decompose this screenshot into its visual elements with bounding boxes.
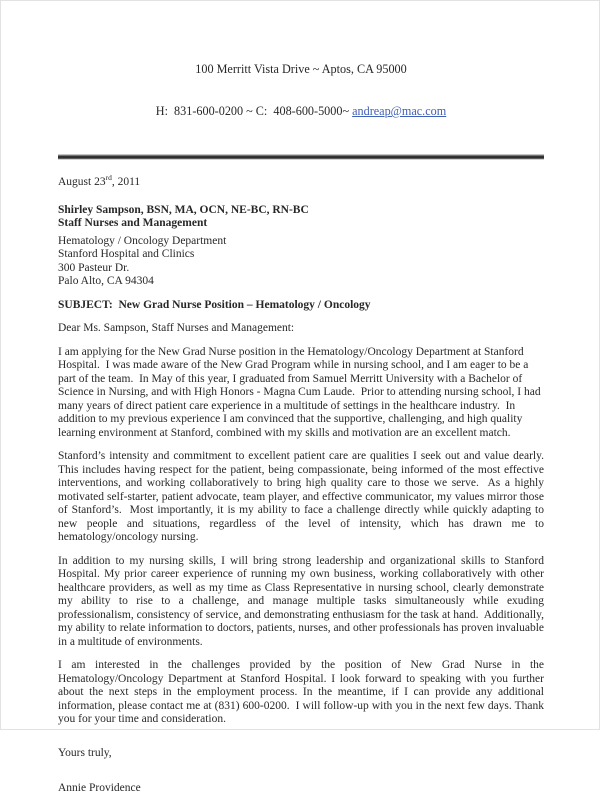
recipient-name: Shirley Sampson, BSN, MA, OCN, NE-BC, RN-BC <box>58 203 309 216</box>
closing: Yours truly, <box>58 746 112 759</box>
recipient-organization: Stanford Hospital and Clinics <box>58 248 195 260</box>
body-paragraph: In addition to my nursing skills, I will bring strong leadership and organizational skills to Stanford Hospital. My prior career experience of running my own business, working collaboratively with other healthcare providers, as well as my time as Class Representative in nursing school, clearly demonstrate my ability to rise to a challenge, and manage multiple tasks simultaneously while exuding professionalism, consistency of service, and demonstrating enthusiasm for the task at hand. Additionally, my ability to relate information to doctors, patients, nurses, and other professionals has proven invaluable in a multitude of environments. <box>58 554 547 648</box>
letterhead-contact <box>58 104 544 118</box>
recipient-street: 300 Pasteur Dr. <box>58 261 130 274</box>
recipient-city: Palo Alto, CA 94304 <box>58 275 154 287</box>
signature-name: Annie Providence <box>58 782 141 794</box>
recipient-title: Staff Nurses and Management <box>58 217 208 229</box>
letterhead-address: 100 Merritt Vista Drive ~ Aptos, CA 95000 <box>195 62 407 76</box>
body-paragraph: Stanford’s intensity and commitment to excellent patient care are qualities I seek out and value dearly. This includes having respect for the patient, being compassionate, being informed of the most effective interventions, and working collaboratively to bring high quality care to those we serve. As a highly motivated self-starter, patient advocate, team player, and effective communicator, my values mirror those of Stanford’s. Most importantly, it is my ability to face a challenge directly while quickly adapting to new people and situations, regardless of the level of intensity, which has drawn me to hematology/oncology nursing. <box>58 450 550 543</box>
email-link[interactable]: andreap@mac.com <box>352 104 447 118</box>
recipient-department: Hematology / Oncology Department <box>58 234 227 247</box>
recipient-block <box>58 204 544 289</box>
recipient-address <box>58 235 544 289</box>
date-ordinal: rd <box>105 173 112 183</box>
body-paragraph: I am interested in the challenges provided by the position of New Grad Nurse in the Hematology/Oncology Department at Stanford Hospital. I look forward to speaking with you further about the next steps in the employment process. In the meantime, if I can provide any additional information, please contact me at (831) 600-0200. I will follow-up with you in the next few days. Thank you for your time and consideration. <box>58 659 547 725</box>
body-paragraph: I am applying for the New Grad Nurse position in the Hematology/Oncology Department at Stanford Hospital. I was made aware of the New Grad Program while in nursing school, and I am eager to be a part of the team. In May of this year, I graduated from Samuel Merritt University with a Bachelor of Science in Nursing, and with High Honors - Magna Cum Laude. Prior to attending nursing school, I had many years of direct patient care experience in a multitude of settings in the healthcare industry. In addition to my previous experience I am convinced that the supportive, challenging, and high quality learning environment at Stanford, combined with my skills and motivation are an excellent match. <box>58 345 544 439</box>
date-line <box>58 173 544 190</box>
subject-line: SUBJECT: New Grad Nurse Position – Hematology / Oncology <box>58 298 371 311</box>
date-suffix: , 2011 <box>111 176 141 188</box>
salutation: Dear Ms. Sampson, Staff Nurses and Management: <box>58 322 295 334</box>
header-divider <box>58 154 544 160</box>
letterhead <box>58 34 544 146</box>
letterhead-phones: H: 831-600-0200 ~ C: 408-600-5000~ <box>155 104 353 118</box>
date-prefix: August 23 <box>58 176 106 188</box>
